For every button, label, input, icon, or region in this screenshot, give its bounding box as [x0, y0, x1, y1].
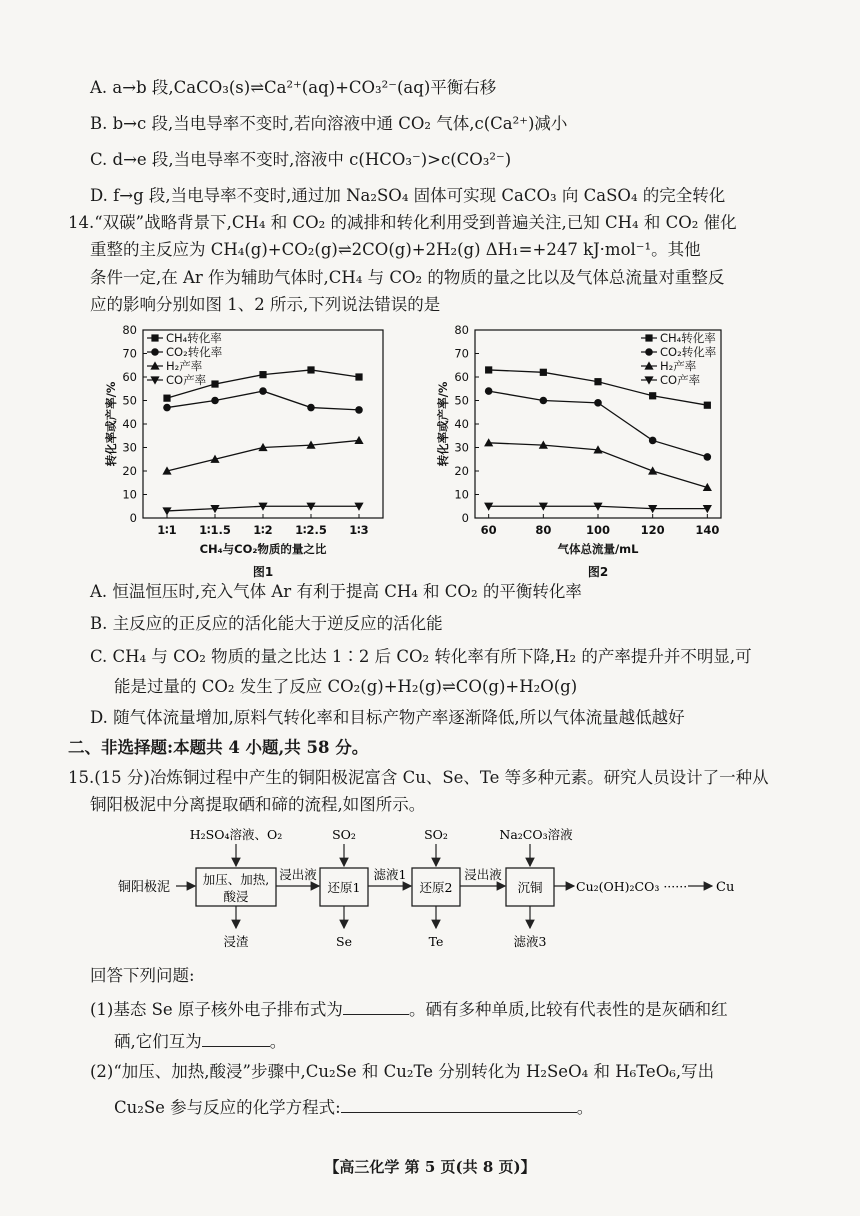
legend-marker: [645, 334, 652, 341]
flow-box2-output-label: Se: [336, 934, 352, 949]
x-tick-label: 100: [585, 523, 611, 537]
data-point: [648, 466, 657, 474]
flow-box3-output-label: Te: [428, 934, 444, 949]
data-point: [704, 402, 711, 409]
q13-option-b: B. b→c 段,当电导率不变时,若向溶液中通 CO₂ 气体,c(Ca²⁺)减小: [90, 114, 568, 133]
x-tick-label: 1∶3: [349, 523, 369, 537]
data-point: [485, 366, 492, 373]
flow-box4-output-label: 滤液3: [513, 934, 547, 949]
y-tick-label: 70: [454, 346, 469, 361]
q14-stem-line-1: 14.“双碳”战略背景下,CH₄ 和 CO₂ 的减排和转化利用受到普遍关注,已知 CH₄ 和 CO₂ 催化: [68, 213, 737, 232]
y-tick-label: 30: [122, 440, 137, 455]
flow-box-acid-leach-line2: 酸浸: [223, 889, 249, 904]
y-tick-label: 20: [454, 464, 469, 478]
flow-box-copper-precipitation-label: 沉铜: [517, 880, 543, 895]
data-point: [162, 507, 171, 515]
q14-option-c: C. CH₄ 与 CO₂ 物质的量之比达 1∶2 后 CO₂ 转化率有所下降,H₂ 的产率提升并不明显,可: [90, 647, 752, 666]
y-tick-label: 70: [122, 346, 137, 361]
flow-end-label: Cu: [716, 880, 735, 895]
figure-caption: 图2: [587, 565, 609, 579]
process-flow-diagram: [100, 822, 860, 962]
data-point: [355, 406, 363, 414]
y-tick-label: 80: [454, 323, 469, 337]
data-point: [540, 397, 548, 405]
flow-box-acid-leach-line1: 加压、加热,: [202, 872, 270, 887]
data-point: [704, 453, 712, 461]
q15-prompt: 回答下列问题:: [90, 966, 195, 985]
q13-option-d: D. f→g 段,当电导率不变时,通过加 Na₂SO₄ 固体可实现 CaCO₃ 向 CaSO₄ 的完全转化: [90, 186, 726, 205]
data-point: [485, 387, 493, 395]
flow-box1-input-label: H₂SO₄溶液、O₂: [189, 827, 283, 842]
section-2-title: 二、非选择题:本题共 4 小题,共 58 分。: [68, 738, 369, 757]
q15-sub2-text-b: Cu₂Se 参与反应的化学方程式:: [114, 1098, 341, 1117]
q14-option-b: B. 主反应的正反应的活化能大于逆反应的活化能: [90, 614, 443, 633]
data-point: [540, 369, 547, 376]
y-tick-label: 30: [454, 440, 469, 455]
legend-marker: [151, 334, 158, 341]
q14-option-a: A. 恒温恒压时,充入气体 Ar 有利于提高 CH₄ 和 CO₂ 的平衡转化率: [90, 582, 582, 601]
legend-marker: [645, 348, 653, 356]
data-point: [163, 404, 171, 412]
figure-caption: 图1: [252, 565, 274, 579]
data-point: [594, 378, 601, 385]
x-tick-label: 80: [535, 523, 552, 537]
flow-box1-output-label: 浸渣: [223, 934, 249, 949]
data-point: [649, 437, 657, 445]
legend-label: CH₄转化率: [166, 331, 222, 345]
legend-label: CO产率: [166, 373, 207, 387]
y-tick-label: 40: [454, 417, 469, 431]
y-tick-label: 60: [454, 370, 469, 384]
flow-box-reduction-1-label: 还原1: [327, 880, 361, 895]
y-tick-label: 40: [122, 417, 137, 431]
legend-label: CH₄转化率: [660, 331, 716, 345]
y-tick-label: 50: [454, 393, 469, 408]
x-tick-label: 1∶1: [157, 523, 177, 537]
data-point: [354, 436, 363, 444]
q14-stem-line-2: 重整的主反应为 CH₄(g)+CO₂(g)⇌2CO(g)+2H₂(g) ΔH₁=+247 kJ·mol⁻¹。其他: [90, 240, 701, 259]
q15-sub2-text-c: 。: [576, 1098, 594, 1117]
data-point: [259, 387, 267, 395]
q14-option-c-cont: 能是过量的 CO₂ 发生了反应 CO₂(g)+H₂(g)⇌CO(g)+H₂O(g): [114, 677, 578, 696]
flow-link2-label: 滤液1: [373, 867, 407, 882]
q15-sub1-text-d: 。: [269, 1032, 287, 1051]
x-tick-label: 120: [640, 523, 665, 537]
data-point: [307, 366, 314, 373]
flow-product-label: Cu₂(OH)₂CO₃ ······: [576, 879, 688, 894]
x-tick-label: 1∶2.5: [295, 523, 327, 537]
y-tick-label: 60: [122, 370, 137, 384]
q15-stem-line-1: 15.(15 分)冶炼铜过程中产生的铜阳极泥富含 Cu、Se、Te 等多种元素。研究人员设计了一种从: [68, 768, 769, 787]
flow-box3-input-label: SO₂: [424, 827, 448, 842]
flow-start-label: 铜阳极泥: [118, 880, 171, 895]
legend-label: CO产率: [660, 373, 701, 387]
q15-stem-line-2: 铜阳极泥中分离提取硒和碲的流程,如图所示。: [90, 795, 426, 814]
flow-link1-label: 浸出液: [279, 867, 317, 882]
x-tick-label: 140: [695, 523, 720, 537]
data-point: [211, 380, 218, 387]
page-footer: 【高三化学 第 5 页(共 8 页)】: [324, 1158, 536, 1176]
y-tick-label: 10: [454, 487, 469, 502]
data-point: [211, 397, 219, 405]
q15-sub1-line-1: [90, 996, 728, 1022]
flow-box2-input-label: SO₂: [332, 827, 356, 842]
q15-sub1-text-b: 。硒有多种单质,比较有代表性的是灰硒和红: [408, 1000, 728, 1019]
y-tick-label: 50: [122, 393, 137, 408]
y-tick-label: 10: [122, 487, 137, 502]
y-tick-label: 20: [122, 464, 137, 478]
flow-link3-label: 浸出液: [464, 867, 502, 882]
answer-blank-3[interactable]: [341, 1094, 577, 1113]
q15-sub1-text-a: (1)基态 Se 原子核外电子排布式为: [90, 1000, 343, 1019]
q13-option-a: A. a→b 段,CaCO₃(s)⇌Ca²⁺(aq)+CO₃²⁻(aq)平衡右移: [90, 78, 497, 97]
answer-blank-1[interactable]: [343, 996, 409, 1015]
x-axis-label: 气体总流量/mL: [557, 542, 639, 556]
flow-box-reduction-2-label: 还原2: [419, 880, 453, 895]
flow-box4-input-label: Na₂CO₃溶液: [499, 827, 573, 842]
legend-label: CO₂转化率: [660, 345, 717, 359]
q13-option-c: C. d→e 段,当电导率不变时,溶液中 c(HCO₃⁻)>c(CO₃²⁻): [90, 150, 512, 169]
answer-blank-2[interactable]: [202, 1028, 270, 1047]
data-point: [307, 404, 315, 412]
x-tick-label: 1∶2: [253, 523, 273, 537]
q14-option-d: D. 随气体流量增加,原料气转化率和目标产物产率逐渐降低,所以气体流量越低越好: [90, 708, 685, 727]
legend-label: H₂产率: [660, 359, 697, 373]
legend-label: CO₂转化率: [166, 345, 223, 359]
q15-sub1-text-c: 硒,它们互为: [114, 1032, 202, 1051]
data-point: [163, 395, 170, 402]
q15-sub1-line-2: [114, 1028, 286, 1054]
legend-marker: [151, 348, 159, 356]
q14-stem-line-3: 条件一定,在 Ar 作为辅助气体时,CH₄ 与 CO₂ 的物质的量之比以及气体总流量对重整反: [90, 268, 725, 287]
y-axis-label: 转化率或产率/%: [104, 381, 118, 467]
chart-figure-2: [425, 322, 735, 592]
y-tick-label: 80: [122, 323, 137, 337]
y-tick-label: 0: [129, 511, 137, 525]
data-point: [355, 373, 362, 380]
x-tick-label: 1∶1.5: [199, 523, 231, 537]
y-axis-label: 转化率或产率/%: [436, 381, 450, 467]
q14-stem-line-4: 应的影响分别如图 1、2 所示,下列说法错误的是: [90, 295, 441, 314]
chart-figure-1: [95, 322, 395, 592]
data-point: [649, 392, 656, 399]
q15-sub2-line-2: [114, 1094, 593, 1120]
x-axis-label: CH₄与CO₂物质的量之比: [199, 542, 327, 556]
x-tick-label: 60: [480, 523, 497, 537]
y-tick-label: 0: [461, 511, 469, 525]
legend-label: H₂产率: [166, 359, 203, 373]
q15-sub2-line-1: (2)“加压、加热,酸浸”步骤中,Cu₂Se 和 Cu₂Te 分别转化为 H₂SeO₄ 和 H₆TeO₆,写出: [90, 1062, 715, 1081]
data-point: [259, 371, 266, 378]
data-point: [594, 399, 602, 407]
